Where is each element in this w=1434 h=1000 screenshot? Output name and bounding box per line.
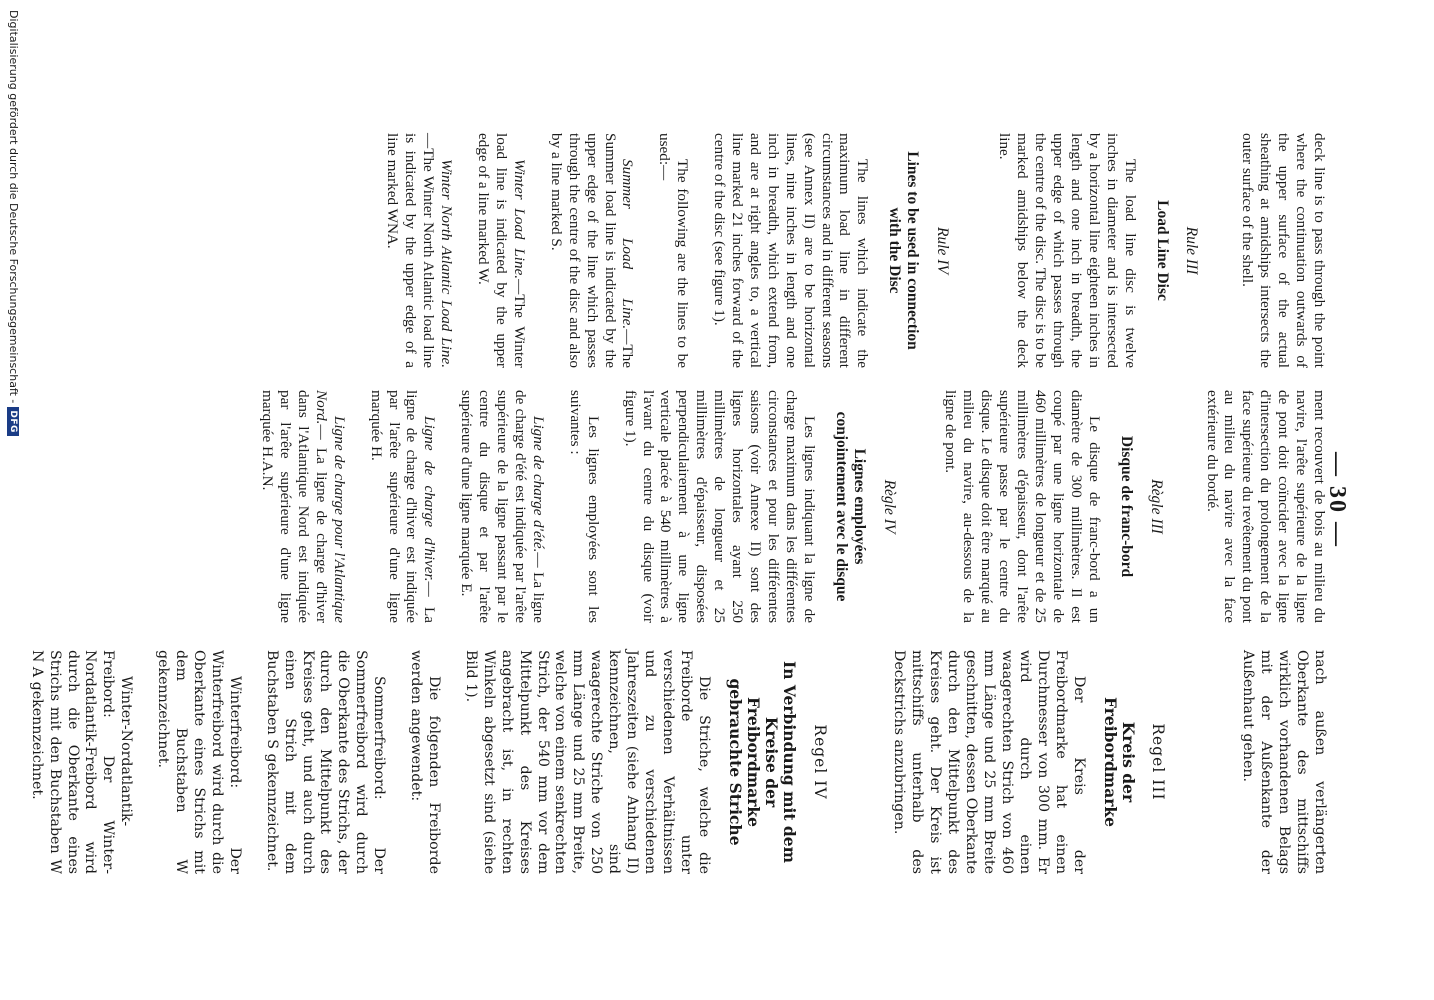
english-rule4-text: The lines which indicate the maximum load line in different circumstances and in different seasons (see Annex II) are to be horizontal lines, nine inches in length and one inch in breadth, which extend from, and are at right angles to, a vertical line marked 21 inches forward of the centre of the disc (see figure 1). <box>711 133 872 368</box>
english-winter-term: Winter Load Line. <box>510 159 528 280</box>
french-rule3-label: Règle III <box>1147 479 1165 534</box>
column-german <box>27 650 1328 874</box>
english-rule4-label: Rule IV <box>934 227 952 274</box>
german-rule4-label: Regel IV <box>810 724 829 800</box>
digitization-footer <box>7 10 20 990</box>
english-rule3-text: The load line disc is twelve inches in diameter and is intersected by a horizontal line eighteen inches in length and one inch in breadth, the upper edge of which passes through the centre of the disc. The disc is to be marked amidships below the deck line. <box>996 133 1139 368</box>
english-summer-text: —The Summer load line is indicated by the upper edge of the line which passes through the centre of the disc and also by a line marked S. <box>547 133 637 368</box>
german-rule4-text: Die Striche, welche die Freiborde unter verschiedenen Verhältnissen und zu verschiedenen Jahreszeiten (siehe Anhang II) kennzeichnen, sind waagerechte Striche von 250 mm Länge und 25 mm Breite, welche von einem senkrechten Strich, der 540 mm vor dem Mittelpunkt des Kreises angebracht ist, in rechten Winkeln abgesetzt sind (siehe Bild 1). <box>462 650 712 874</box>
german-summer <box>262 650 387 874</box>
german-wna <box>27 650 134 874</box>
french-rule4-heading: Lignes employées conjointement avec le disque <box>832 411 868 602</box>
french-rule3-heading: Disque de franc-bord <box>1117 435 1135 578</box>
column-english <box>384 133 1328 368</box>
german-summer-text: Der Sommerfreibord wird durch die Oberkante des Strichs, der durch den Mittelpunkt des Kreises geht, und auch durch einen Strich mit dem Buchstaben S gekennzeichnet. <box>263 650 388 874</box>
french-summer-term: Ligne de charge d'été. <box>529 416 547 553</box>
german-winter <box>153 650 243 874</box>
english-wna <box>384 133 456 368</box>
french-summer <box>457 390 547 623</box>
dfg-logo: DFG <box>8 407 20 436</box>
french-rule4-label: Règle IV <box>880 479 898 534</box>
french-following: Les lignes employées sont les suivantes : <box>566 390 602 623</box>
french-winter-term: Ligne de charge d'hiver. <box>421 416 439 582</box>
french-winter <box>367 390 439 623</box>
german-summer-term: Sommerfreibord: <box>371 676 388 800</box>
english-summer-term: Summer Load Line. <box>619 159 637 330</box>
english-following: The following are the lines to be used:— <box>656 133 692 368</box>
english-rule4-heading: Lines to be used in connection with the Disc <box>886 151 922 350</box>
footer-text: Digitalisierung gefördert durch die Deutsche Forschungsgemeinschaft - <box>7 10 20 404</box>
column-french <box>258 390 1328 623</box>
page-number: — 30 — <box>1324 452 1350 548</box>
french-rule4-text: Les lignes indiquant la ligne de charge maximum dans les différentes circonstances et pour les différentes saisons (voir Annexe II) sont des lignes horizontales ayant 250 millimètres de longueur et 25 millimètres d'épaisseur, disposées perpendiculairement à une ligne verticale placée à 540 millimètres à l'avant du centre du disque (voir figure 1). <box>621 390 818 623</box>
german-following: Die folgenden Freiborde werden angewendet: <box>408 650 442 874</box>
german-winter-text: Der Winterfreibord wird durch die Oberkante eines Strichs mit dem Buchstaben W gekennzeichnet. <box>155 650 243 874</box>
english-rule3-heading: Load Line Disc <box>1153 200 1171 301</box>
german-rule3-label: Regel III <box>1149 723 1168 801</box>
french-intro: ment recouvert de bois au milieu du navire, l'arête supérieure de la ligne de pont doit coïncider avec la ligne d'intersection du prolongement de la face supérieure du revêtement du pont au milieu du navire avec la face extérieure du bordé. <box>1203 390 1328 623</box>
french-rule3-text: Le disque de franc-bord a un diamètre de 300 millimètres. Il est coupé par une ligne horizontale de 460 millimètres de longueur et de 25 millimètres d'épaisseur, dont l'arête supérieure passe par le centre du disque. Le disque doit être marqué au milieu du navire, au-dessous de la ligne de pont. <box>942 390 1103 623</box>
french-wna-text: — La ligne de charge d'hiver dans l'Atlantique Nord est indiquée par l'arête supérieure d'une ligne marquée H.A.N. <box>259 390 330 623</box>
german-winter-term: Winterfreibord: <box>226 676 243 789</box>
french-wna <box>258 390 348 623</box>
english-wna-term: Winter North Atlantic Load Line. <box>438 159 456 368</box>
german-rule3-heading: Kreis der Freibordmarke <box>1100 696 1138 828</box>
german-rule3-text: Der Kreis der Freibordmarke hat einen Durchmesser von 300 mm. Er wird durch einen waagerechten Strich von 460 mm Länge und 25 mm Breite geschnitten, dessen Oberkante durch den Mittelpunkt des Kreises geht. Der Kreis ist mittschiffs unterhalb des Deckstrichs anzubringen. <box>891 650 1087 874</box>
english-winter <box>474 133 528 368</box>
german-intro: nach außen verlängerten Oberkante des mittschiffs wirklich vorhandenen Belags mit der Außenkante der Außenhaut gehen. <box>1240 650 1328 874</box>
english-summer <box>547 133 637 368</box>
english-intro: deck line is to pass through the point where the continuation outwards of the upper surface of the actual sheathing at amidships intersects the outer surface of the shell. <box>1239 133 1328 368</box>
french-wna-term: Ligne de charge pour l'Atlantique Nord. <box>312 390 348 623</box>
german-rule4-heading: In Verbindung mit dem Kreise der Freibordmarke gebrauchte Striche <box>725 660 799 864</box>
french-winter-text: — La ligne de charge d'hiver est indiquée par l'arête supérieure d'une ligne marquée H. <box>367 390 439 623</box>
german-wna-text: Der Winter-Nordatlantik-Freibord wird durch die Oberkante eines Strichs mit den Buchstaben W N A gekennzeichnet. <box>28 650 117 874</box>
english-winter-text: —The Winter load line is indicated by the upper edge of a line marked W. <box>475 133 528 368</box>
german-wna-term: Winter-Nordatlantik-Freibord: <box>100 650 135 827</box>
french-summer-text: — La ligne de charge d'été est indiquée par l'arête supérieure de la ligne passant par le centre du disque et par l'arête supérieure d'une ligne marquée E. <box>458 390 547 623</box>
english-rule3-label: Rule III <box>1183 226 1201 275</box>
english-wna-text: —The Winter North Atlantic load line is indicated by the upper edge of a line marked WNA. <box>384 133 438 368</box>
